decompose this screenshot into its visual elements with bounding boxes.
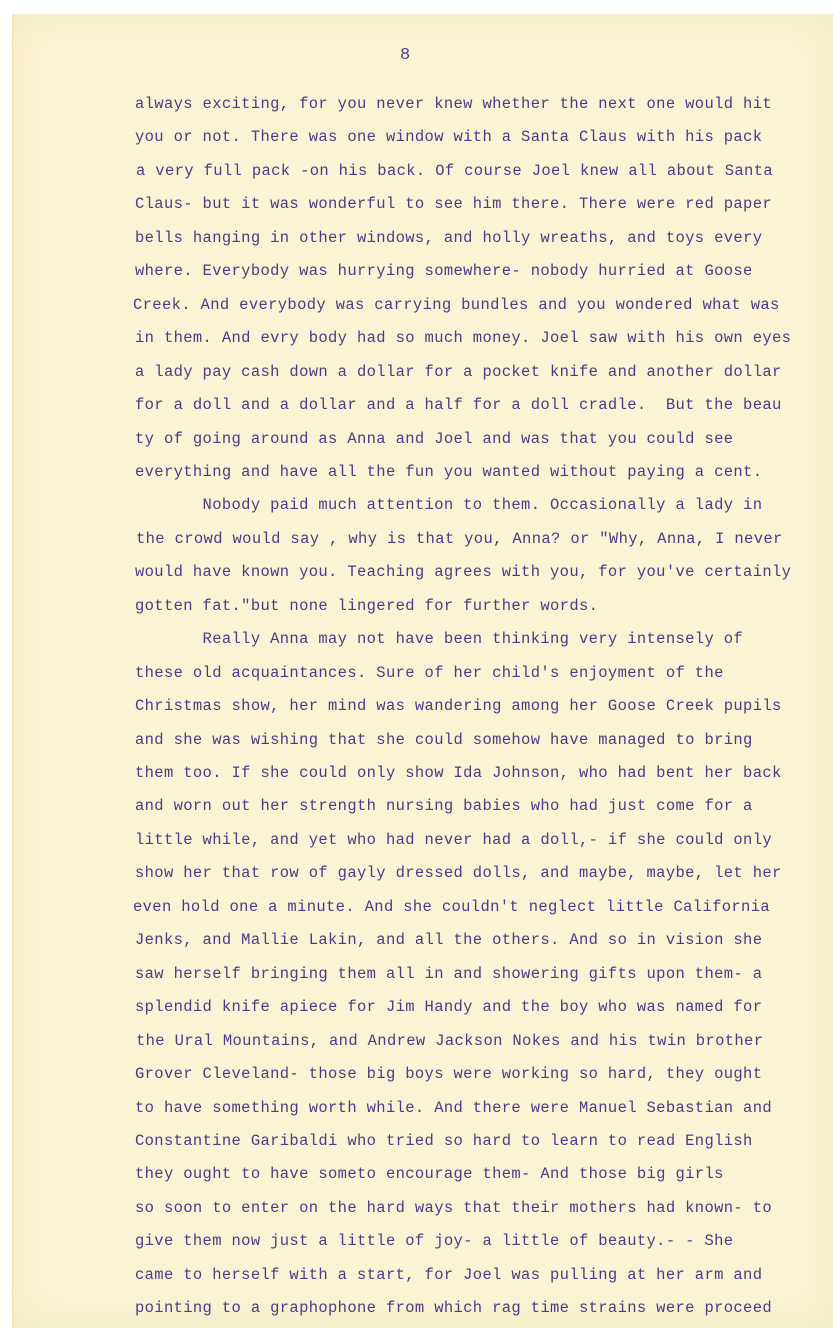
page-number: 8 — [400, 46, 411, 65]
text-line: bells hanging in other windows, and holly wreaths, and toys every — [135, 228, 763, 247]
text-line: for a doll and a dollar and a half for a doll cradle. But the beau — [135, 396, 782, 415]
text-line: pointing to a graphophone from which rag time strains were proceed — [135, 1299, 772, 1318]
text-line: to have something worth while. And there were Manuel Sebastian and — [135, 1098, 772, 1117]
text-line: little while, and yet who had never had a doll,- if she could only — [135, 830, 772, 849]
text-line: they ought to have someto encourage them- And those big girls — [135, 1165, 724, 1184]
text-line: gotten fat."but none lingered for further words. — [135, 596, 599, 615]
text-line: saw herself bringing them all in and showering gifts upon them- a — [135, 964, 763, 983]
text-line: show her that row of gayly dressed dolls, and maybe, maybe, let her — [135, 864, 782, 883]
text-line: these old acquaintances. Sure of her child's enjoyment of the — [135, 663, 724, 682]
text-line: ty of going around as Anna and Joel and was that you could see — [135, 429, 734, 448]
text-line: a lady pay cash down a dollar for a pocket knife and another dollar — [135, 362, 782, 381]
text-line: a very full pack -on his back. Of course Joel knew all about Santa — [136, 161, 773, 180]
text-line: and she was wishing that she could somehow have managed to bring — [135, 730, 753, 749]
text-line: in them. And evry body had so much money. Joel saw with his own eyes — [135, 329, 792, 348]
text-line: Christmas show, her mind was wandering among her Goose Creek pupils — [135, 697, 782, 716]
text-line: even hold one a minute. And she couldn't neglect little California — [133, 897, 770, 916]
text-line: Constantine Garibaldi who tried so hard to learn to read English — [135, 1131, 753, 1150]
text-line: where. Everybody was hurrying somewhere- nobody hurried at Goose — [135, 262, 753, 281]
text-line: Claus- but it was wonderful to see him there. There were red paper — [135, 195, 772, 214]
text-line: you or not. There was one window with a Santa Claus with his pack — [135, 128, 763, 147]
text-line: Jenks, and Mallie Lakin, and all the others. And so in vision she — [135, 931, 763, 950]
text-line: everything and have all the fun you wanted without paying a cent. — [135, 462, 763, 481]
text-line: Nobody paid much attention to them. Occasionally a lady in — [135, 496, 763, 515]
text-line: them too. If she could only show Ida Johnson, who had bent her back — [135, 764, 782, 782]
text-line: splendid knife apiece for Jim Handy and the boy who was named for — [135, 998, 763, 1017]
text-line: always exciting, for you never knew whether the next one would hit — [135, 95, 772, 113]
text-line: so soon to enter on the hard ways that their mothers had known- to — [135, 1198, 772, 1217]
text-line: Really Anna may not have been thinking very intensely of — [135, 630, 744, 649]
text-line: Grover Cleveland- those big boys were working so hard, they ought — [135, 1065, 763, 1084]
text-line: and worn out her strength nursing babies who had just come for a — [135, 797, 753, 816]
text-line: Creek. And everybody was carrying bundles and you wondered what was — [133, 295, 780, 314]
text-line: would have known you. Teaching agrees with you, for you've certainly — [135, 563, 792, 582]
text-line: the crowd would say , why is that you, Anna? or "Why, Anna, I never — [136, 529, 783, 548]
text-line: give them now just a little of joy- a little of beauty.- - She — [135, 1232, 734, 1251]
text-line: the Ural Mountains, and Andrew Jackson Nokes and his twin brother — [136, 1031, 764, 1050]
text-line: came to herself with a start, for Joel was pulling at her arm and — [135, 1265, 763, 1284]
